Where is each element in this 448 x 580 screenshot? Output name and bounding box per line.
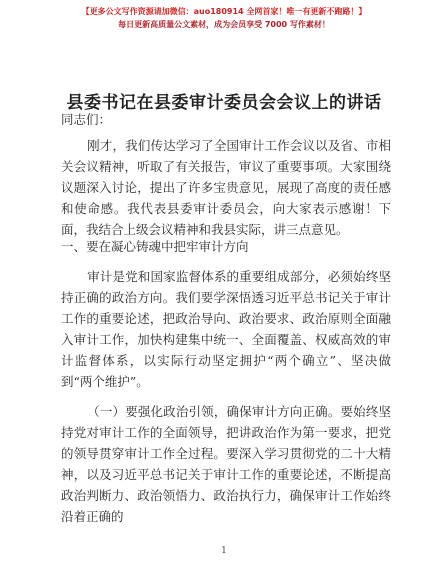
paragraph-section-1: [61, 266, 391, 392]
page-number: 1: [221, 546, 227, 556]
promo-banner-line-1: 【更多公文写作资源请加微信：auo180914 全网首家！唯一有更新不跑路！】: [81, 7, 367, 16]
paragraph-intro: [61, 135, 391, 240]
paragraph-section-1-text: 审计是党和国家监督体系的重要组成部分，必须始终坚持正确的政治方向。我们要学深悟透习近平总书记关于审计工作的重要论述，把政治导向、政治要求、政治原则全面融入审计工作，加快构建集中统一、全面覆盖、权威高效的审计监督体系，以实际行动坚定拥护“两个确立”、坚决做到“两个维护”。: [61, 269, 391, 389]
greeting: 同志们：: [61, 112, 112, 127]
paragraph-subsection-1-text: （一）要强化政治引领，确保审计方向正确。要始终坚持党对审计工作的全面领导，把讲政治作为第一要求，把党的领导贯穿审计工作全过程。要深入学习贯彻党的二十大精神，以及习近平总书记关于审计工作的重要论述，不断提高政治判断力、政治领悟力、政治执行力，确保审计工作始终沿着正确的: [61, 404, 391, 524]
section-heading-1-text: 一、要在凝心铸魂中把牢审计方向: [61, 239, 249, 254]
section-heading-1: [61, 237, 391, 257]
promo-banner: [0, 6, 448, 30]
document-title: 县委书记在县委审计委员会会议上的讲话: [66, 93, 382, 113]
promo-banner-line-2: 每日更新高质量公文素材，成为会员享受 7000 写作素材！: [118, 20, 330, 29]
paragraph-subsection-1: [61, 401, 391, 527]
paragraph-intro-text: 刚才，我们传达学习了全国审计工作会议以及省、市相关会议精神，听取了有关报告，审议了重要事项。大家围绕议题深入讨论，提出了许多宝贵意见，展现了高度的责任感和使命感。我代表县委审计委员会，向大家表示感谢！下面，我结合上级会议精神和我县实际，讲三点意见。: [61, 138, 391, 237]
